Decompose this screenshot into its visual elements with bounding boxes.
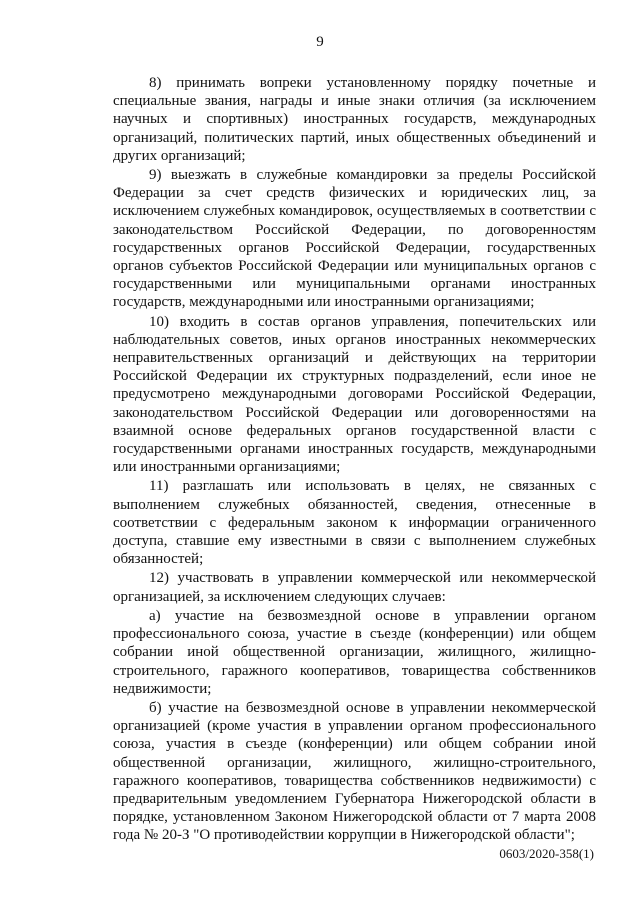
paragraph-item-12: 12) участвовать в управлении коммерческой или некоммерческой организацией, за исключением следующих случаев: bbox=[113, 570, 596, 605]
page-number: 9 bbox=[316, 34, 324, 50]
paragraph-item-8: 8) принимать вопреки установленному порядку почетные и специальные звания, награды и иные знаки отличия (за исключением научных и спортивных) иностранных государств, международных организаций, политических партий, иных общественных объединений и других организаций; bbox=[113, 75, 596, 164]
document-code: 0603/2020-358(1) bbox=[499, 846, 594, 861]
paragraph-item-11: 11) разглашать или использовать в целях, не связанных с выполнением служебных обязанностей, сведения, отнесенные в соответствии с федеральным законом к информации ограниченного доступа, ставшие ему известными в связи с выполнением служебных обязанностей; bbox=[113, 478, 596, 568]
paragraph-subitem-b: б) участие на безвозмездной основе в управлении некоммерческой организацией (кроме участия в управлении органом профессионального союза, участия в съезде (конференции) или общем собрании иной общественной организации, жилищного, жилищно-строительного, гаражного кооперативов, товарищества собственников недвижимости) с предварительным уведомлением Губернатора Нижегородской области в порядке, установленном Законом Нижегородской области от 7 марта 2008 года № 20-З "О противодействии коррупции в Нижегородской области"; bbox=[113, 699, 596, 844]
document-body bbox=[113, 74, 596, 846]
paragraph-item-10: 10) входить в состав органов управления, попечительских или наблюдательных советов, иных органов иностранных некоммерческих неправительственных организаций и действующих на территории Российской Федерации их структурных подразделений, если иное не предусмотрено международными договорами Российской Федерации, законодательством Российской Федерации или договоренностями на взаимной основе федеральных органов государственной власти с государственными органами иностранных государств, международными или иностранными организациями; bbox=[113, 313, 596, 476]
paragraph-item-9: 9) выезжать в служебные командировки за пределы Российской Федерации за счет средств физических и юридических лиц, за исключением служебных командировок, осуществляемых в соответствии с законодательством Российской Федерации, по договоренностям государственных органов Российской Федерации, государственных органов субъектов Российской Федерации или муниципальных органов с государственными или муниципальными органами иностранных государств, международными или иностранными организациями; bbox=[113, 167, 596, 311]
paragraph-subitem-a: а) участие на безвозмездной основе в управлении органом профессионального союза, участие в съезде (конференции) или общем собрании иной общественной организации, жилищного, жилищно-строительного, гаражного кооперативов, товарищества собственников недвижимости; bbox=[113, 607, 596, 697]
